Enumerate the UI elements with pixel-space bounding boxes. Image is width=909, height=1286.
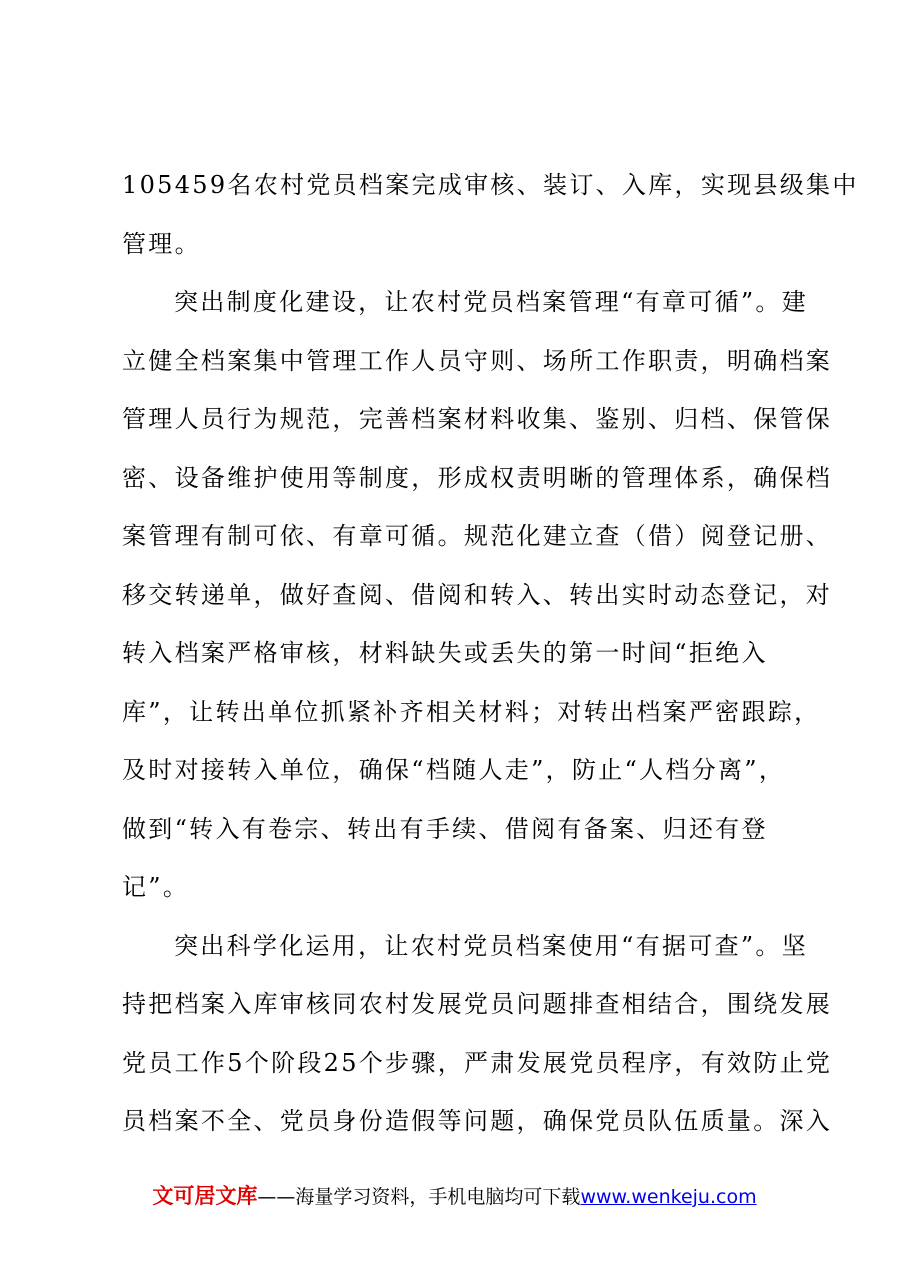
text-line-6: 密、设备维护使用等制度，形成权责明晰的管理体系，确保档 (122, 463, 833, 492)
text-line-17: 员档案不全、党员身份造假等问题，确保党员队伍质量。深入 (122, 1107, 833, 1135)
text-line-10: 库”，让转出单位抓紧补齐相关材料；对转出档案严密跟踪， (122, 697, 821, 726)
text-line-7: 案管理有制可依、有章可循。规范化建立查（借）阅登记册、 (122, 522, 833, 550)
document-body (122, 156, 859, 1151)
text-line-5: 管理人员行为规范，完善档案材料收集、鉴别、归档、保管保 (122, 405, 833, 433)
footer-banner (0, 1181, 909, 1212)
footer-slogan: ——海量学习资料，手机电脑均可下载 (257, 1186, 581, 1208)
text-line-16: 党员工作5个阶段25个步骤，严肃发展党员程序，有效防止党 (122, 1048, 833, 1077)
text-line-8: 移交转递单，做好查阅、借阅和转入、转出实时动态登记，对 (122, 580, 833, 609)
paragraph-heading-line-14: 突出科学化运用，让农村党员档案使用“有据可查”。坚 (174, 931, 809, 960)
text-line-13: 记”。 (122, 873, 190, 901)
paragraph-heading-line-3: 突出制度化建设，让农村党员档案管理“有章可循”。建 (174, 288, 809, 316)
text-line-1: 105459名农村党员档案完成审核、装订、入库，实现县级集中 (122, 171, 859, 199)
footer-brand: 文可居文库 (152, 1184, 258, 1208)
text-line-9: 转入档案严格审核，材料缺失或丢失的第一时间“拒绝入 (122, 639, 768, 667)
text-line-4: 立健全档案集中管理工作人员守则、场所工作职责，明确档案 (122, 346, 833, 375)
footer-link[interactable]: www.wenkeju.com (580, 1186, 757, 1208)
text-line-15: 持把档案入库审核同农村发展党员问题排查相结合，围绕发展 (122, 990, 833, 1018)
text-line-12: 做到“转入有卷宗、转出有手续、借阅有备案、归还有登 (122, 814, 768, 843)
text-line-11: 及时对接转入单位，确保“档随人走”，防止“人档分离”， (122, 756, 786, 784)
text-line-2: 管理。 (122, 229, 201, 258)
